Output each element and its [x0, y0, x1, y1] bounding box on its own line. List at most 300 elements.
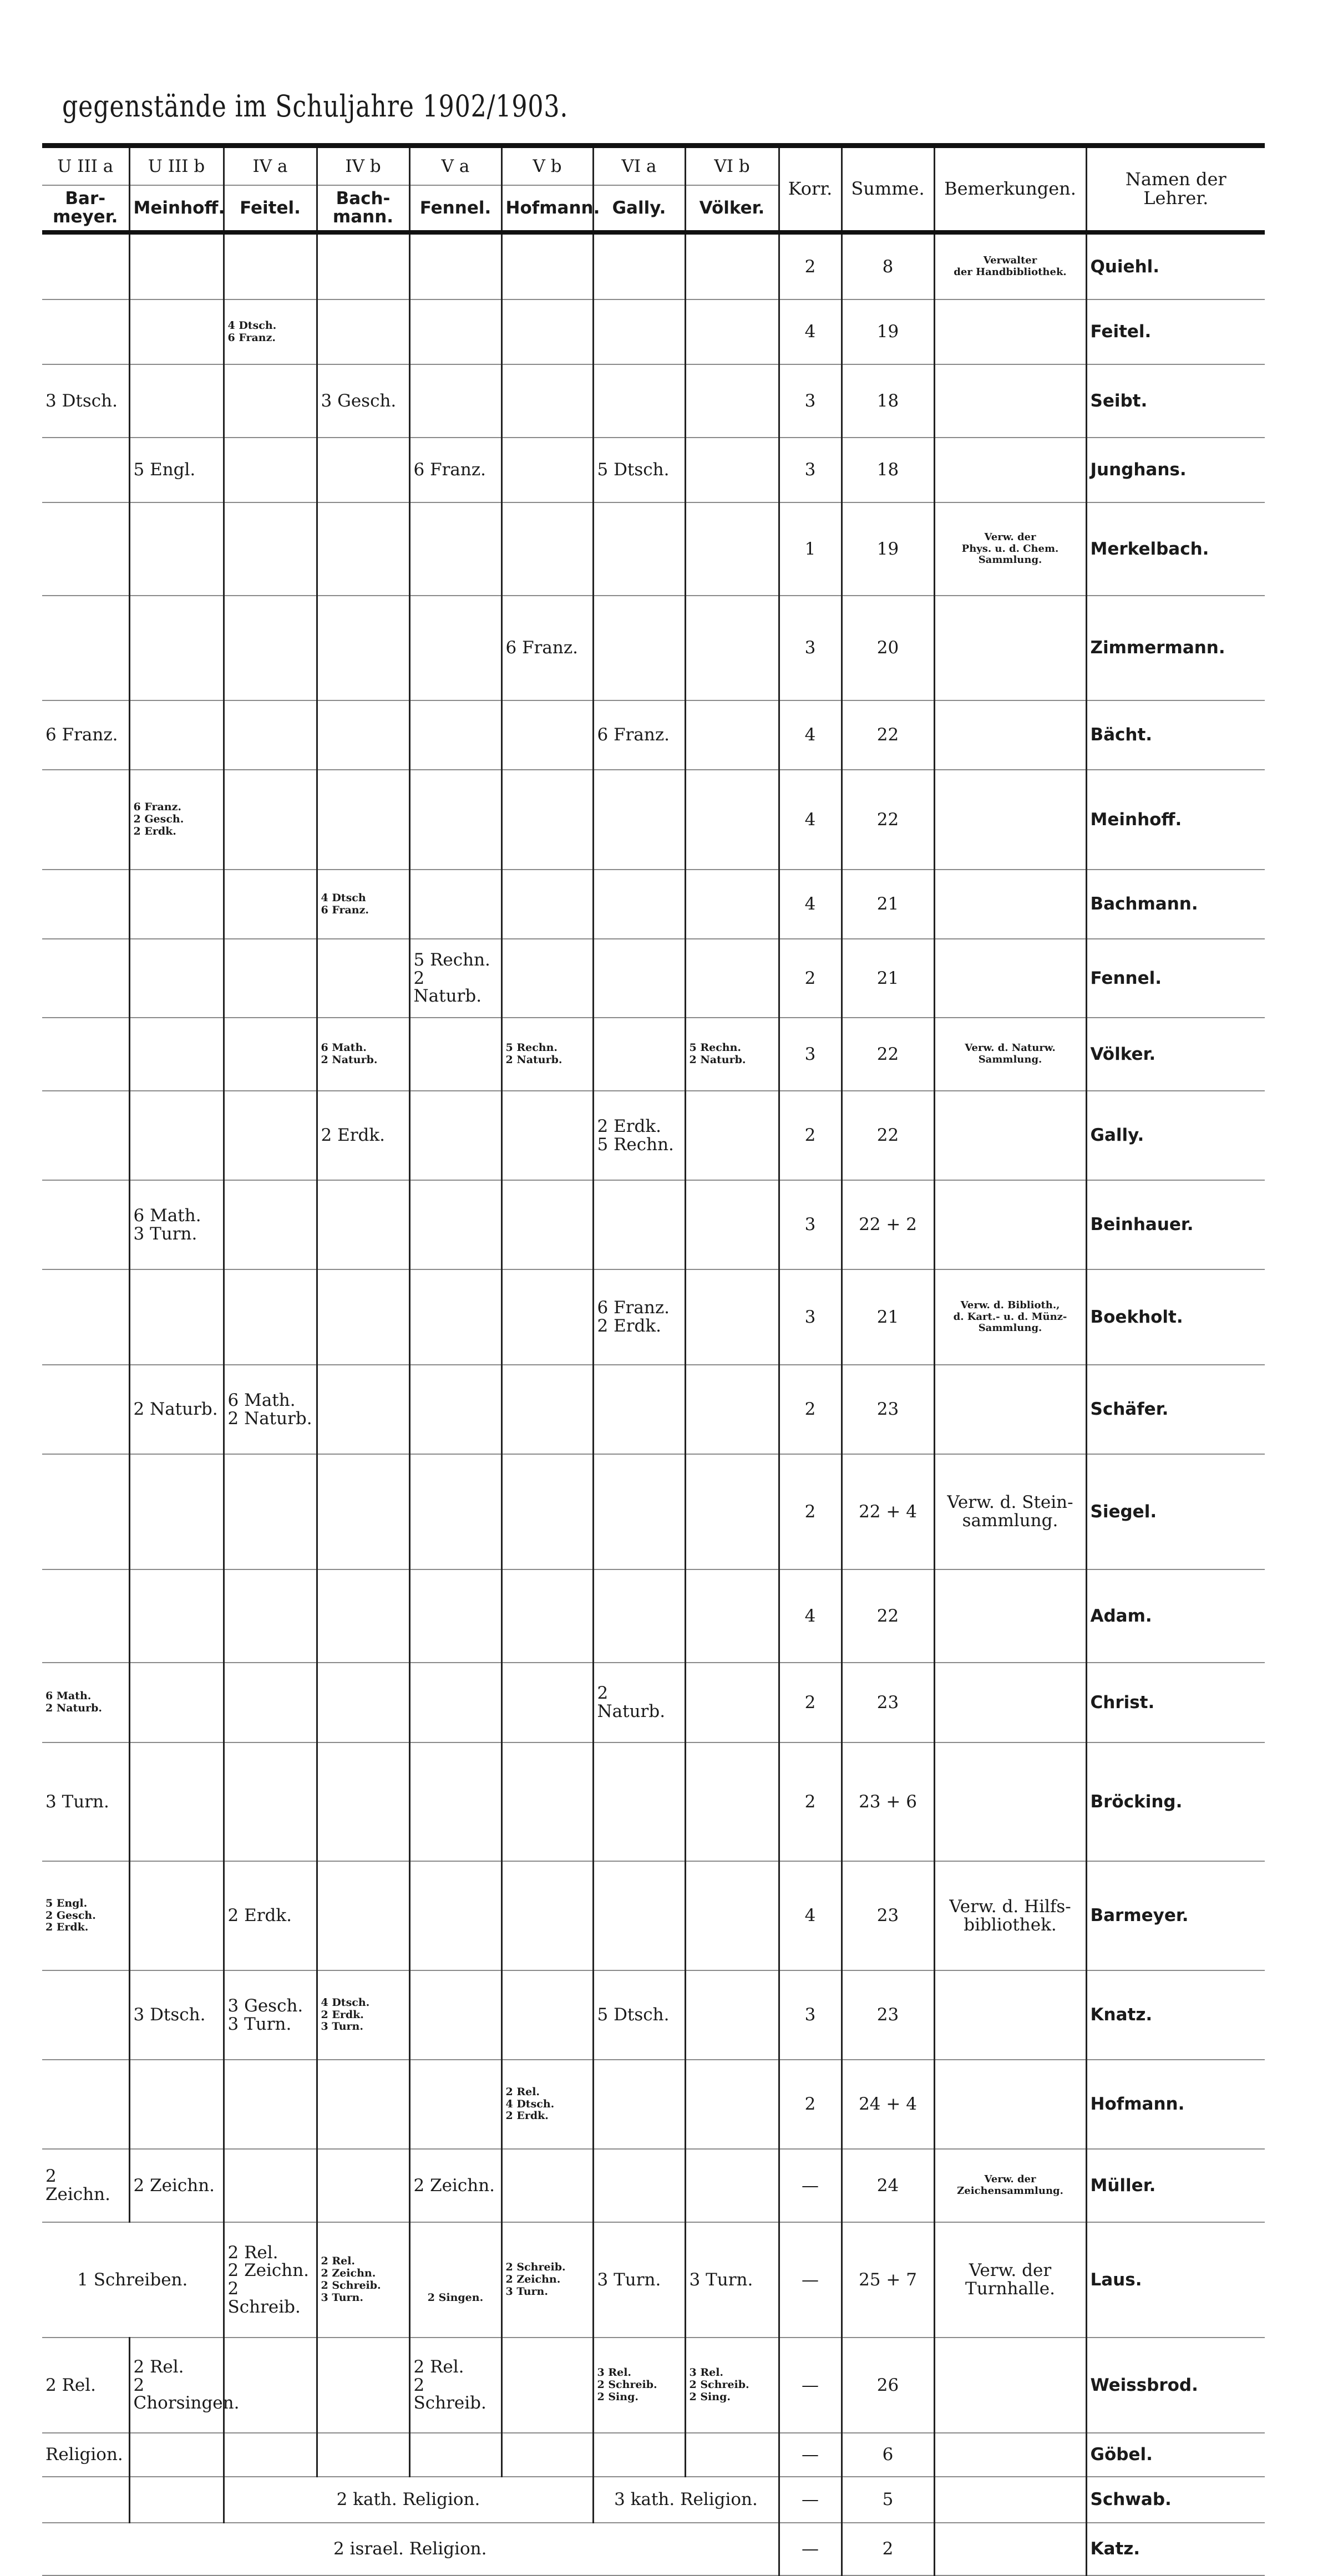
empty-cell	[224, 2338, 317, 2433]
empty-cell	[685, 1091, 779, 1180]
bemerkung-cell	[934, 596, 1086, 700]
table-row	[42, 2338, 1265, 2433]
empty-cell	[129, 299, 224, 364]
empty-cell	[224, 1018, 317, 1091]
bemerkung-cell	[934, 364, 1086, 438]
empty-cell	[593, 299, 685, 364]
empty-cell	[42, 770, 129, 870]
empty-cell	[129, 502, 224, 596]
empty-cell	[224, 232, 317, 299]
bemerkung-cell	[934, 1569, 1086, 1663]
empty-cell	[501, 870, 593, 939]
empty-cell	[409, 2060, 501, 2149]
empty-cell	[593, 1018, 685, 1091]
teacher-name: Fennel.	[1086, 939, 1265, 1018]
summe-cell: 5	[842, 2477, 934, 2523]
teacher-name: Junghans.	[1086, 438, 1265, 502]
lesson-cell: 6 Franz.	[593, 700, 685, 770]
lesson-cell: 6 Franz. 2 Gesch. 2 Erdk.	[129, 770, 224, 870]
empty-cell	[42, 1269, 129, 1365]
bemerkung-cell	[934, 1365, 1086, 1454]
empty-cell	[224, 870, 317, 939]
table-row	[42, 364, 1265, 438]
empty-cell	[409, 700, 501, 770]
table-row	[42, 299, 1265, 364]
empty-cell	[685, 870, 779, 939]
class-teacher: Feitel.	[224, 185, 317, 232]
teacher-name: Müller.	[1086, 2149, 1265, 2222]
lesson-cell: 6 Math. 2 Naturb.	[317, 1018, 409, 1091]
empty-cell	[593, 1180, 685, 1269]
summe-header: Summe.	[842, 146, 934, 233]
korr-cell: 4	[779, 1569, 842, 1663]
empty-cell	[409, 1663, 501, 1742]
lesson-cell: 5 Dtsch.	[593, 1970, 685, 2060]
lesson-cell: 6 Franz.	[501, 596, 593, 700]
empty-cell	[224, 939, 317, 1018]
empty-cell	[501, 2149, 593, 2222]
class-header: VI b	[685, 146, 779, 186]
empty-cell	[685, 1569, 779, 1663]
bemerkung-cell: Verw. d. Stein- sammlung.	[934, 1454, 1086, 1569]
empty-cell	[317, 232, 409, 299]
table-row	[42, 502, 1265, 596]
bemerkung-cell	[934, 939, 1086, 1018]
empty-cell	[129, 2477, 224, 2523]
korr-cell: 4	[779, 299, 842, 364]
empty-cell	[224, 1180, 317, 1269]
empty-cell	[685, 299, 779, 364]
lesson-cell: 6 Franz.	[42, 700, 129, 770]
bemerkung-cell	[934, 2433, 1086, 2477]
korr-cell: 2	[779, 2060, 842, 2149]
summe-cell: 25 + 7	[842, 2222, 934, 2338]
summe-cell: 18	[842, 438, 934, 502]
summe-cell: 21	[842, 870, 934, 939]
empty-cell	[129, 700, 224, 770]
class-header: U III a	[42, 146, 129, 186]
teacher-name: Bröcking.	[1086, 1742, 1265, 1861]
empty-cell	[593, 364, 685, 438]
lesson-cell: 2 Rel. 2 Chorsingen.	[129, 2338, 224, 2433]
table-row	[42, 2149, 1265, 2222]
summe-cell: 19	[842, 502, 934, 596]
empty-cell	[593, 1742, 685, 1861]
empty-cell	[685, 770, 779, 870]
empty-cell	[409, 299, 501, 364]
empty-cell	[409, 1091, 501, 1180]
empty-cell	[224, 2149, 317, 2222]
empty-cell	[129, 1861, 224, 1970]
bemerkung-cell: Verw. d. Biblioth., d. Kart.- u. d. Münz- Sammlung.	[934, 1269, 1086, 1365]
empty-cell	[409, 232, 501, 299]
empty-cell	[685, 502, 779, 596]
empty-cell	[685, 596, 779, 700]
lesson-cell: 2 Rel.	[42, 2338, 129, 2433]
lesson-cell: 3 kath. Religion.	[593, 2477, 779, 2523]
class-header: VI a	[593, 146, 685, 186]
teacher-name: Gally.	[1086, 1091, 1265, 1180]
empty-cell	[409, 1365, 501, 1454]
summe-cell: 23	[842, 1663, 934, 1742]
bemerkung-cell: Verw. d. Hilfs- bibliothek.	[934, 1861, 1086, 1970]
empty-cell	[409, 1454, 501, 1569]
teacher-names-header: Namen der Lehrer.	[1086, 146, 1265, 233]
summe-cell: 22	[842, 700, 934, 770]
teacher-name: Schwab.	[1086, 2477, 1265, 2523]
empty-cell	[224, 1454, 317, 1569]
teacher-name: Beinhauer.	[1086, 1180, 1265, 1269]
empty-cell	[317, 700, 409, 770]
empty-cell	[129, 1091, 224, 1180]
empty-cell	[409, 1269, 501, 1365]
empty-cell	[685, 1742, 779, 1861]
lesson-cell: 2 Rel. 2 Zeichn. 2 Schreib. 3 Turn.	[317, 2222, 409, 2338]
empty-cell	[42, 1569, 129, 1663]
class-teacher: Fennel.	[409, 185, 501, 232]
teacher-name: Barmeyer.	[1086, 1861, 1265, 1970]
korr-cell: 4	[779, 870, 842, 939]
table-row	[42, 438, 1265, 502]
lesson-cell: 2 Rel. 2 Schreib.	[409, 2338, 501, 2433]
lesson-cell: 4 Dtsch 6 Franz.	[317, 870, 409, 939]
empty-cell	[593, 596, 685, 700]
empty-cell	[129, 1569, 224, 1663]
lesson-cell: 3 Rel. 2 Schreib. 2 Sing.	[593, 2338, 685, 2433]
teacher-name: Katz.	[1086, 2523, 1265, 2575]
class-header: U III b	[129, 146, 224, 186]
korr-cell: 4	[779, 1861, 842, 1970]
bemerkung-cell: Verw. der Turnhalle.	[934, 2222, 1086, 2338]
empty-cell	[501, 700, 593, 770]
empty-cell	[501, 1365, 593, 1454]
empty-cell	[685, 939, 779, 1018]
empty-cell	[317, 2060, 409, 2149]
summe-cell: 24 + 4	[842, 2060, 934, 2149]
empty-cell	[685, 1861, 779, 1970]
class-header: IV b	[317, 146, 409, 186]
empty-cell	[593, 2060, 685, 2149]
korr-cell: 4	[779, 770, 842, 870]
empty-cell	[224, 770, 317, 870]
summe-cell: 23 + 6	[842, 1742, 934, 1861]
empty-cell	[593, 870, 685, 939]
empty-cell	[501, 1569, 593, 1663]
lesson-cell: 3 Gesch. 3 Turn.	[224, 1970, 317, 2060]
empty-cell	[409, 1742, 501, 1861]
empty-cell	[501, 1970, 593, 2060]
teacher-name: Hofmann.	[1086, 2060, 1265, 2149]
summe-cell: 22 + 2	[842, 1180, 934, 1269]
empty-cell	[317, 1269, 409, 1365]
empty-cell	[224, 1742, 317, 1861]
class-header: IV a	[224, 146, 317, 186]
bemerkung-cell	[934, 2338, 1086, 2433]
summe-cell: 26	[842, 2338, 934, 2433]
empty-cell	[129, 1742, 224, 1861]
bemerkung-cell	[934, 1970, 1086, 2060]
lesson-cell: 3 Gesch.	[317, 364, 409, 438]
korr-cell: 3	[779, 1018, 842, 1091]
empty-cell	[42, 2477, 129, 2523]
table-row	[42, 1269, 1265, 1365]
lesson-cell: 5 Engl. 2 Gesch. 2 Erdk.	[42, 1861, 129, 1970]
empty-cell	[409, 770, 501, 870]
empty-cell	[685, 1454, 779, 1569]
korr-cell: 2	[779, 1454, 842, 1569]
summe-cell: 8	[842, 232, 934, 299]
empty-cell	[593, 2433, 685, 2477]
class-header: V a	[409, 146, 501, 186]
empty-cell	[317, 2149, 409, 2222]
lesson-cell: 3 Dtsch.	[129, 1970, 224, 2060]
empty-cell	[129, 870, 224, 939]
empty-cell	[409, 2433, 501, 2477]
empty-cell	[409, 502, 501, 596]
empty-cell	[42, 299, 129, 364]
empty-cell	[42, 939, 129, 1018]
lesson-cell: 6 Math. 3 Turn.	[129, 1180, 224, 1269]
lesson-cell: 4 Dtsch. 2 Erdk. 3 Turn.	[317, 1970, 409, 2060]
table-row	[42, 232, 1265, 299]
empty-cell	[42, 1018, 129, 1091]
lesson-cell: 6 Math. 2 Naturb.	[42, 1663, 129, 1742]
empty-cell	[317, 299, 409, 364]
korr-cell: 3	[779, 364, 842, 438]
lesson-cell: 2 Rel. 2 Zeichn. 2 Schreib.	[224, 2222, 317, 2338]
korr-header: Korr.	[779, 146, 842, 233]
empty-cell	[224, 596, 317, 700]
table-row	[42, 2523, 1265, 2575]
summe-cell: 21	[842, 939, 934, 1018]
korr-cell: —	[779, 2149, 842, 2222]
korr-cell: —	[779, 2477, 842, 2523]
empty-cell	[317, 1663, 409, 1742]
empty-cell	[317, 438, 409, 502]
table-row	[42, 1454, 1265, 1569]
empty-cell	[685, 232, 779, 299]
korr-cell: 2	[779, 1365, 842, 1454]
class-header: V b	[501, 146, 593, 186]
lesson-cell: Religion.	[42, 2433, 129, 2477]
korr-cell: 3	[779, 1180, 842, 1269]
korr-cell: 3	[779, 1970, 842, 2060]
bemerkung-cell	[934, 2060, 1086, 2149]
empty-cell	[501, 1091, 593, 1180]
lesson-cell: 3 Rel. 2 Schreib. 2 Sing.	[685, 2338, 779, 2433]
empty-cell	[501, 502, 593, 596]
table-row	[42, 1365, 1265, 1454]
empty-cell	[129, 2433, 224, 2477]
empty-cell	[42, 1180, 129, 1269]
empty-cell	[685, 364, 779, 438]
teacher-name: Christ.	[1086, 1663, 1265, 1742]
empty-cell	[317, 1454, 409, 1569]
summe-cell: 24	[842, 2149, 934, 2222]
bemerkung-cell	[934, 870, 1086, 939]
table-row	[42, 939, 1265, 1018]
table-row	[42, 1861, 1265, 1970]
empty-cell	[129, 596, 224, 700]
table-row	[42, 2433, 1265, 2477]
empty-cell	[593, 939, 685, 1018]
korr-cell: 2	[779, 1742, 842, 1861]
bemerkung-cell	[934, 2523, 1086, 2575]
lesson-cell: 3 Turn.	[593, 2222, 685, 2338]
empty-cell	[501, 1663, 593, 1742]
summe-cell: 6	[842, 2433, 934, 2477]
empty-cell	[129, 1454, 224, 1569]
empty-cell	[224, 1569, 317, 1663]
empty-cell	[224, 2433, 317, 2477]
lesson-cell: 2 Singen.	[409, 2222, 501, 2338]
empty-cell	[224, 700, 317, 770]
lesson-cell: 6 Math. 2 Naturb.	[224, 1365, 317, 1454]
summe-cell: 22	[842, 1569, 934, 1663]
empty-cell	[685, 438, 779, 502]
empty-cell	[317, 2338, 409, 2433]
korr-cell: 2	[779, 1663, 842, 1742]
bemerkung-cell: Verwalter der Handbibliothek.	[934, 232, 1086, 299]
lesson-cell: 6 Franz.	[409, 438, 501, 502]
empty-cell	[317, 1742, 409, 1861]
empty-cell	[317, 502, 409, 596]
empty-cell	[593, 1365, 685, 1454]
empty-cell	[501, 2433, 593, 2477]
korr-cell: —	[779, 2338, 842, 2433]
empty-cell	[593, 232, 685, 299]
teacher-name: Völker.	[1086, 1018, 1265, 1091]
korr-cell: —	[779, 2523, 842, 2575]
bemerkung-cell	[934, 1663, 1086, 1742]
empty-cell	[501, 939, 593, 1018]
teacher-name: Feitel.	[1086, 299, 1265, 364]
lesson-cell: 4 Dtsch. 6 Franz.	[224, 299, 317, 364]
lesson-cell: 5 Rechn. 2 Naturb.	[409, 939, 501, 1018]
class-teacher: Völker.	[685, 185, 779, 232]
korr-cell: 3	[779, 1269, 842, 1365]
bemerkung-cell	[934, 1091, 1086, 1180]
teacher-name: Schäfer.	[1086, 1365, 1265, 1454]
empty-cell	[129, 1269, 224, 1365]
empty-cell	[501, 1742, 593, 1861]
bemerkung-cell: Verw. der Phys. u. d. Chem. Sammlung.	[934, 502, 1086, 596]
bemerkung-cell	[934, 700, 1086, 770]
empty-cell	[409, 1861, 501, 1970]
empty-cell	[685, 1180, 779, 1269]
table-row	[42, 1970, 1265, 2060]
empty-cell	[685, 1970, 779, 2060]
empty-cell	[593, 502, 685, 596]
table-row	[42, 700, 1265, 770]
empty-cell	[42, 2060, 129, 2149]
empty-cell	[409, 364, 501, 438]
class-teacher: Hofmann.	[501, 185, 593, 232]
table-row	[42, 1091, 1265, 1180]
class-teacher: Bach- mann.	[317, 185, 409, 232]
empty-cell	[129, 364, 224, 438]
summe-cell: 18	[842, 364, 934, 438]
table-row	[42, 1018, 1265, 1091]
teaching-assignment-table	[42, 143, 1265, 2576]
class-teacher: Gally.	[593, 185, 685, 232]
empty-cell	[42, 1970, 129, 2060]
table-row	[42, 1569, 1265, 1663]
empty-cell	[409, 870, 501, 939]
table-row	[42, 596, 1265, 700]
lesson-cell: 2 Naturb.	[129, 1365, 224, 1454]
empty-cell	[501, 299, 593, 364]
empty-cell	[129, 1663, 224, 1742]
lesson-cell: 2 Zeichn.	[129, 2149, 224, 2222]
teacher-name: Seibt.	[1086, 364, 1265, 438]
bemerkungen-header: Bemerkungen.	[934, 146, 1086, 233]
empty-cell	[685, 1663, 779, 1742]
empty-cell	[317, 1861, 409, 1970]
lesson-cell: 6 Franz. 2 Erdk.	[593, 1269, 685, 1365]
lesson-cell: 5 Rechn. 2 Naturb.	[501, 1018, 593, 1091]
teacher-name: Meinhoff.	[1086, 770, 1265, 870]
lesson-cell: 2 Erdk. 5 Rechn.	[593, 1091, 685, 1180]
teacher-name: Adam.	[1086, 1569, 1265, 1663]
korr-cell: —	[779, 2433, 842, 2477]
empty-cell	[501, 770, 593, 870]
lesson-cell: 3 Turn.	[685, 2222, 779, 2338]
empty-cell	[501, 1861, 593, 1970]
korr-cell: 4	[779, 700, 842, 770]
empty-cell	[593, 1454, 685, 1569]
empty-cell	[224, 1091, 317, 1180]
teacher-name: Bächt.	[1086, 700, 1265, 770]
teacher-name: Quiehl.	[1086, 232, 1265, 299]
empty-cell	[593, 2149, 685, 2222]
empty-cell	[409, 596, 501, 700]
lesson-cell: 3 Turn.	[42, 1742, 129, 1861]
korr-cell: 1	[779, 502, 842, 596]
lesson-cell: 2 israel. Religion.	[42, 2523, 779, 2575]
teacher-name: Knatz.	[1086, 1970, 1265, 2060]
summe-cell: 2	[842, 2523, 934, 2575]
empty-cell	[409, 1569, 501, 1663]
empty-cell	[224, 1269, 317, 1365]
summe-cell: 23	[842, 1861, 934, 1970]
lesson-cell: 5 Rechn. 2 Naturb.	[685, 1018, 779, 1091]
empty-cell	[593, 1861, 685, 1970]
summe-cell: 22	[842, 770, 934, 870]
bemerkung-cell	[934, 438, 1086, 502]
empty-cell	[501, 2338, 593, 2433]
lesson-cell: 2 Schreib. 2 Zeichn. 3 Turn.	[501, 2222, 593, 2338]
class-teacher: Bar- meyer.	[42, 185, 129, 232]
summe-cell: 20	[842, 596, 934, 700]
empty-cell	[409, 1970, 501, 2060]
summe-cell: 21	[842, 1269, 934, 1365]
summe-cell: 22	[842, 1091, 934, 1180]
empty-cell	[224, 502, 317, 596]
bemerkung-cell	[934, 770, 1086, 870]
teacher-name: Bachmann.	[1086, 870, 1265, 939]
empty-cell	[501, 1269, 593, 1365]
empty-cell	[42, 1365, 129, 1454]
empty-cell	[224, 438, 317, 502]
summe-cell: 19	[842, 299, 934, 364]
empty-cell	[501, 364, 593, 438]
table-row	[42, 1180, 1265, 1269]
lesson-cell: 2 Erdk.	[224, 1861, 317, 1970]
korr-cell: 3	[779, 596, 842, 700]
korr-cell: 2	[779, 1091, 842, 1180]
teacher-name: Göbel.	[1086, 2433, 1265, 2477]
